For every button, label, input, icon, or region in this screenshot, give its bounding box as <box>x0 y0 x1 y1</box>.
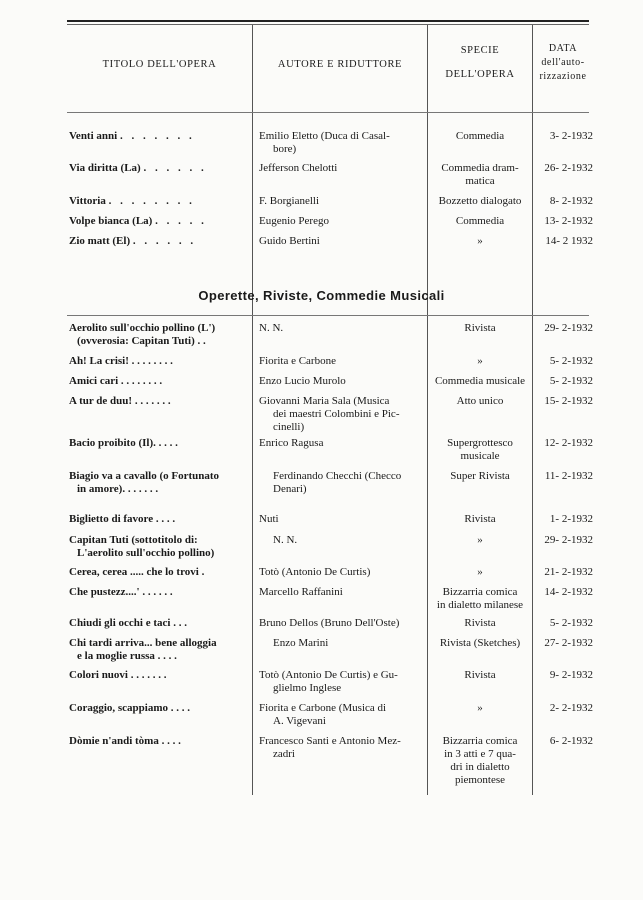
opera-title: Colori nuovi . . . . . . . <box>69 669 167 681</box>
opera-title: Coraggio, scappiamo . . . . <box>69 702 190 714</box>
opera-author: Eugenio Perego <box>259 215 329 227</box>
opera-kind: Commedia <box>455 215 505 227</box>
opera-author: Ferdinando Checchi (Checco Denari) <box>273 470 402 495</box>
opera-author: Enrico Ragusa <box>259 437 324 449</box>
opera-kind: Supergrottesco musicale <box>447 437 513 462</box>
opera-date: 26- 2-1932 <box>544 162 593 174</box>
opera-kind: » <box>477 534 483 546</box>
opera-kind: Rivista <box>464 322 496 334</box>
section-title: Operette, Riviste, Commedie Musicali <box>198 288 445 303</box>
opera-date: 3- 2-1932 <box>549 130 593 142</box>
section-rule <box>67 315 589 316</box>
opera-title: Biagio va a cavallo (o Fortunato in amore). . . . . . . <box>69 470 220 495</box>
header-date <box>533 42 593 84</box>
opera-date: 8- 2-1932 <box>549 195 593 207</box>
opera-title: Chi tardi arriva... bene alloggia e la moglie russa . . . . <box>69 637 217 662</box>
opera-kind: Rivista <box>464 513 496 525</box>
header-rule <box>67 112 589 113</box>
header-date-line2: dell'auto- <box>541 57 585 68</box>
opera-kind: » <box>477 566 483 578</box>
opera-author: Giovanni Maria Sala (Musica dei maestri Colombini e Pic- cinelli) <box>259 395 400 433</box>
opera-title: Venti anni . . . . . . . <box>69 130 195 142</box>
opera-author: Enzo Marini <box>273 637 329 649</box>
opera-title: Vittoria . . . . . . . . <box>69 195 195 207</box>
opera-date: 12- 2-1932 <box>544 437 593 449</box>
opera-author: Jefferson Chelotti <box>259 162 338 174</box>
opera-date: 5- 2-1932 <box>549 355 593 367</box>
leader-dots: . . . . . . <box>143 162 207 174</box>
opera-kind: Bizzarria comica in 3 atti e 7 qua- dri in dialetto piemontese <box>442 735 518 786</box>
opera-kind: Rivista (Sketches) <box>439 637 521 649</box>
opera-author: Marcello Raffanini <box>259 586 343 598</box>
header-author: AUTORE E RIDUTTORE <box>277 59 403 70</box>
header-date-line1: DATA <box>548 43 578 54</box>
opera-kind: Rivista <box>464 669 496 681</box>
opera-kind: Super Rivista <box>450 470 510 482</box>
opera-kind: Rivista <box>464 617 496 629</box>
opera-kind: Commedia dram- matica <box>441 162 519 187</box>
opera-kind: » <box>477 235 483 247</box>
leader-dots: . . . . . <box>155 215 207 227</box>
opera-date: 27- 2-1932 <box>544 637 593 649</box>
leader-dots: . . . . . . . . <box>108 195 195 207</box>
opera-date: 14- 2 1932 <box>545 235 593 247</box>
opera-author: F. Borgianelli <box>259 195 320 207</box>
opera-title: Zio matt (El) . . . . . . <box>69 235 197 247</box>
leader-dots: . . . . . . . <box>119 130 195 142</box>
opera-title: Chiudi gli occhi e taci . . . <box>69 617 187 629</box>
opera-title: A tur de duu! . . . . . . . <box>69 395 171 407</box>
top-rule <box>67 20 589 22</box>
column-divider <box>252 25 253 795</box>
opera-title: Cerea, cerea ..... che lo trovi . <box>69 566 205 578</box>
opera-title: Capitan Tuti (sottotitolo di: L'aerolito sull'occhio pollino) <box>69 534 215 559</box>
opera-title: Bacio proibito (Il). . . . . <box>69 437 178 449</box>
header-kind-line2: DELL'OPERA <box>445 69 515 80</box>
opera-author: Enzo Lucio Murolo <box>259 375 346 387</box>
opera-date: 5- 2-1932 <box>549 617 593 629</box>
opera-author: Fiorita e Carbone <box>259 355 336 367</box>
header-kind <box>428 44 532 82</box>
opera-date: 21- 2-1932 <box>544 566 593 578</box>
opera-date: 29- 2-1932 <box>544 322 593 334</box>
opera-author: Fiorita e Carbone (Musica di A. Vigevani <box>259 702 387 727</box>
opera-kind: Bozzetto dialogato <box>438 195 522 207</box>
opera-author: Emilio Eletto (Duca di Casal- bore) <box>259 130 390 155</box>
opera-title: Via diritta (La) . . . . . . <box>69 162 207 174</box>
opera-kind: » <box>477 355 483 367</box>
opera-date: 1- 2-1932 <box>549 513 593 525</box>
header-kind-line1: SPECIE <box>460 45 500 56</box>
opera-author: Totò (Antonio De Curtis) <box>259 566 371 578</box>
opera-date: 9- 2-1932 <box>549 669 593 681</box>
header-date-line3: rizzazione <box>539 71 587 82</box>
opera-author: Bruno Dellos (Bruno Dell'Oste) <box>259 617 400 629</box>
opera-title: Volpe bianca (La) . . . . . <box>69 215 207 227</box>
opera-title: Amici cari . . . . . . . . <box>69 375 163 387</box>
opera-kind: Commedia musicale <box>434 375 526 387</box>
opera-author: Nuti <box>259 513 279 525</box>
opera-author: Totò (Antonio De Curtis) e Gu- glielmo Inglese <box>259 669 398 694</box>
opera-title: Aerolito sull'occhio pollino (L') (ovverosia: Capitan Tuti) . . <box>69 322 216 347</box>
opera-author: Guido Bertini <box>259 235 320 247</box>
opera-title: Dòmie n'andi tòma . . . . <box>69 735 181 747</box>
opera-kind: Atto unico <box>456 395 504 407</box>
opera-title: Ah! La crisi! . . . . . . . . <box>69 355 173 367</box>
opera-author: Francesco Santi e Antonio Mez- zadri <box>259 735 401 760</box>
opera-kind: » <box>477 702 483 714</box>
opera-kind: Commedia <box>455 130 505 142</box>
opera-kind: Bizzarria comica in dialetto milanese <box>436 586 524 611</box>
opera-author: N. N. <box>273 534 298 546</box>
opera-date: 5- 2-1932 <box>549 375 593 387</box>
opera-date: 15- 2-1932 <box>544 395 593 407</box>
opera-date: 11- 2-1932 <box>544 470 593 482</box>
opera-date: 29- 2-1932 <box>544 534 593 546</box>
leader-dots: . . . . . . <box>132 235 197 247</box>
opera-date: 13- 2-1932 <box>544 215 593 227</box>
header-title: TITOLO DELL'OPERA <box>102 59 217 70</box>
opera-date: 14- 2-1932 <box>544 586 593 598</box>
opera-title: Biglietto di favore . . . . <box>69 513 176 525</box>
top-rule-thin <box>67 24 589 25</box>
opera-author: N. N. <box>259 322 284 334</box>
opera-title: Che pustezz....' . . . . . . <box>69 586 173 598</box>
opera-date: 2- 2-1932 <box>549 702 593 714</box>
opera-date: 6- 2-1932 <box>549 735 593 747</box>
